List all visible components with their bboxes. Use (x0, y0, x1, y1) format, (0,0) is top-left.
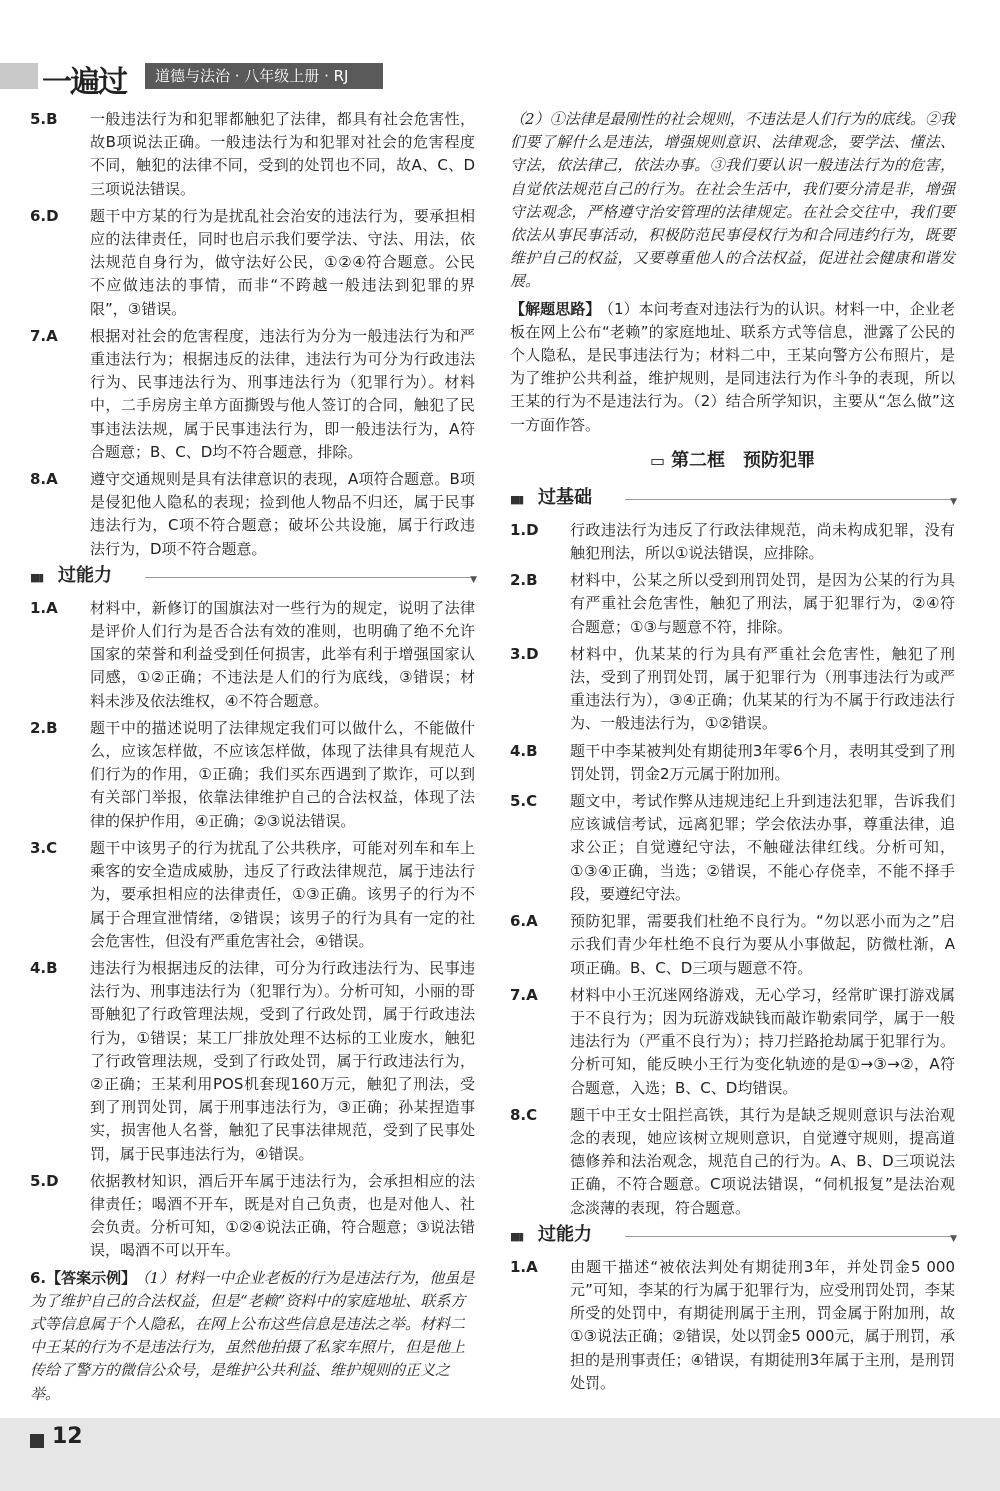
answer-number: 6.D (30, 206, 59, 225)
answer-item (30, 837, 475, 953)
answer-text: 题干中的描述说明了法律规定我们可以做什么，不能做什么，应该怎样做，不应该怎样做，体现了法律具有规范人们行为的作用，①正确；我们买东西遇到了欺诈，可以到有关部门举报，依靠法律维护自己的合法权益，体现了法律的保护作用，④正确；②③说法错误。 (90, 718, 475, 830)
answer-continuation: （2）①法律是最刚性的社会规则，不违法是人们行为的底线。②我们要了解什么是违法，增强规则意识、法律观念，要学法、懂法、守法，依法律己，依法办事。③我们要认识一般违法行为的危害，自觉依法规范自己的行为。在社会生活中，我们要分清是非，增强守法观念，严格遵守治安管理的法律规定。在社会交往中，我们要依法从事民事活动，积极防范民事侵权行为和合同违约行为，既要维护自己的权益，又要尊重他人的合法权益，促进社会健康和谐发展。 (510, 110, 955, 291)
answer-item (510, 569, 955, 639)
header-decor-bar (0, 63, 38, 89)
section-title: 过能力 (538, 1223, 592, 1245)
answer-number: 8.A (30, 470, 58, 489)
answer-number: 6.A (510, 912, 538, 931)
answer-number: 5.D (30, 1171, 59, 1190)
page-header (0, 55, 1000, 100)
answer-text: 依据教材知识，酒后开车属于违法行为，会承担相应的法律责任；喝酒不开车，既是对自己负责，也是对他人、社会负责。分析可知，①②④说法正确，符合题意；③说法错误，喝酒不可以开车。 (90, 1171, 475, 1260)
section-bar-icon: ▮▮▮ (30, 570, 43, 584)
section-header-ability-2 (510, 1224, 955, 1248)
answer-number: 8.C (510, 1105, 538, 1124)
answer-item (510, 910, 955, 980)
thinking-text: （1）本问考查对违法行为的认识。材料一中，企业老板在网上公布“老赖”的家庭地址、联系方式等信息，泄露了公民的个人隐私，是民事违法行为；材料二中，王某向警方公布照片，是为了维护公共利益，维护规则，是同违法行为作斗争的表现，所以王某的行为不是违法行为。（2）结合所学知识，主要从“怎么做”这一方面作答。 (510, 299, 955, 434)
page-footer (0, 1418, 1000, 1491)
answer-text: 题文中，考试作弊从违规违纪上升到违法犯罪，告诉我们应该诚信考试，远离犯罪；学会依法办事，尊重法律，追求公正；自觉遵纪守法，不触碰法律红线。分析可知，①③④正确，当选；②错误，不能心存侥幸，不能不择手段，要遵纪守法。 (570, 792, 955, 903)
frame-title (510, 449, 955, 473)
answer-number: 1.A (510, 1257, 538, 1276)
section-bar-icon: ▮▮▮ (510, 1229, 523, 1243)
answer-item (30, 1267, 475, 1406)
answer-item (510, 519, 955, 565)
answer-text: 遵守交通规则是具有法律意识的表现，A项符合题意。B项是侵犯他人隐私的表现；捡到他人物品不归还，属于民事违法行为，C项不符合题意；破坏公共设施，属于行政违法行为，D项不符合题意。 (90, 470, 475, 558)
answer-text: 违法行为根据违反的法律，可分为行政违法行为、民事违法行为、刑事违法行为（犯罪行为）。分析可知，小丽的哥哥触犯了行政管理法规，受到了行政处罚，属于行政违法行为，①错误；某工厂排放处理不达标的工业废水，触犯了行政管理法规，受到了行政处罚，属于行政违法行为，②正确；王某利用POS机套现160万元，触犯了刑法，受到了刑罚处罚，属于刑事违法行为，③正确；孙某捏造事实，损害他人名誉，触犯了民事法律规范，受到了民事处罚，属于民事违法行为，④错误。 (90, 958, 475, 1163)
section-divider (145, 577, 475, 578)
answer-number: 4.B (510, 741, 538, 760)
answer-item (30, 717, 475, 833)
answer-number: 7.A (30, 326, 58, 345)
answer-text: 预防犯罪，需要我们杜绝不良行为。“勿以恶小而为之”启示我们青少年杜绝不良行为要从小事做起，防微杜渐，A项正确。B、C、D三项与题意不符。 (570, 912, 955, 977)
answers-group-b (30, 597, 475, 1263)
answer-text: 题干中王女士阻拦高铁，其行为是缺乏规则意识与法治观念的表现，她应该树立规则意识，自觉遵守规则，提高道德修养和法治观念，规范自己的行为。A、B、D三项说法正确，不符合题意。C项说法错误，“伺机报复”是法治观念淡薄的表现，符合题意。 (570, 1105, 955, 1217)
section-arrow-icon: ▼ (950, 1233, 957, 1244)
answer-text: 题干中方某的行为是扰乱社会治安的违法行为，要承担相应的法律责任，同时也启示我们要学法、守法、用法，依法规范自身行为，做守法好公民，①②④符合题意。公民不应做违法的事情，而非“不跨越一般违法到犯罪的界限”，③错误。 (90, 206, 475, 318)
frame-title-text: 第二框 预防犯罪 (671, 449, 816, 471)
answer-text: 由题干描述“被依法判处有期徒刑3年，并处罚金5 000元”可知，李某的行为属于犯罪行为，应受刑罚处罚，李某所受的处罚中，有期徒刑属于主刑，罚金属于附加刑，故①③说法正确；②错误，处以罚金5 000元，属于刑罚，承担的是刑事责任；④错误，有期徒刑3年属于主刑，是刑罚处罚。 (570, 1257, 955, 1392)
answer-item (510, 740, 955, 786)
answer-text: 根据对社会的危害程度，违法行为分为一般违法行为和严重违法行为；根据违反的法律，违法行为可分为行政违法行为、民事违法行为、刑事违法行为（犯罪行为）。材料中，二手房房主单方面撕毁与他人签订的合同，触犯了民事违法法规，属于民事违法行为，即一般违法行为，A符合题意；B、C、D均不符合题意，排除。 (90, 326, 475, 461)
answer-text: 材料中小王沉迷网络游戏，无心学习，经常旷课打游戏属于不良行为；因为玩游戏缺钱而敲诈勒索同学，属于一般违法行为（严重不良行为）；持刀拦路抢劫属于犯罪行为。分析可知，能反映小王行为变化轨迹的是①→③→②，A符合题意，入选；B、C、D均错误。 (570, 985, 955, 1097)
answer-item (30, 1170, 475, 1263)
section-arrow-icon: ▼ (950, 496, 957, 507)
section-header-ability-1 (30, 565, 475, 589)
answer-item (510, 790, 955, 906)
page-number: 12 (52, 1424, 83, 1449)
solution-thinking (510, 298, 955, 437)
box-icon: ▭ (649, 450, 666, 470)
footer-square-icon (30, 1434, 44, 1448)
section-divider (625, 1236, 955, 1237)
answer-item (30, 597, 475, 713)
answer-number: 5.B (30, 110, 58, 128)
answer-number: 2.B (30, 718, 58, 737)
answer-number: 7.A (510, 985, 538, 1004)
answer-text: 材料中，仇某某的行为具有严重社会危害性，触犯了刑法，受到了刑罚处罚，属于犯罪行为（刑事违法行为或严重违法行为），③④正确；仇某某的行为不属于行政违法行为、一般违法行为，①②错误。 (570, 644, 955, 733)
brand-logo: 一遍过 (42, 65, 126, 100)
answer-number: 3.D (510, 644, 539, 663)
section-title: 过基础 (538, 486, 592, 508)
book-subtitle: 道德与法治 · 八年级上册 · RJ (145, 63, 383, 89)
answer-number: 6. (30, 1268, 47, 1287)
thinking-tag: 【解题思路】 (510, 299, 601, 318)
answer-item (510, 643, 955, 736)
answer-number: 1.D (510, 520, 539, 539)
answer-text: 行政违法行为违反了行政法律规范，尚未构成犯罪，没有触犯刑法，所以①说法错误，应排除。 (570, 520, 955, 563)
answer-text: 题干中李某被判处有期徒刑3年零6个月，表明其受到了刑罚处罚，罚金2万元属于附加刑。 (570, 741, 955, 783)
right-column (510, 108, 955, 1399)
section-divider (625, 499, 955, 500)
answer-number: 4.B (30, 958, 58, 977)
answer-item (30, 957, 475, 1166)
answer-item (30, 205, 475, 321)
answer-number: 3.C (30, 838, 58, 857)
answer-item (30, 468, 475, 561)
answers-group-c (510, 519, 955, 1220)
answer-item (510, 984, 955, 1100)
answer-item (510, 1256, 955, 1395)
answers-group-d (510, 1256, 955, 1395)
answer-item (30, 108, 475, 201)
answer-text: （1）材料一中企业老板的行为是违法行为，他虽是为了维护自己的合法权益，但是“老赖”资料中的家庭地址、联系方式等信息属于个人隐私，在网上公布这些信息是违法之举。材料二中王某的行为不是违法行为，虽然他拍摄了私家车照片，但是他上传给了警方的微信公众号，是维护公共利益、维护规则的正义之举。 (30, 1268, 475, 1403)
section-bar-icon: ▮▮▮ (510, 492, 523, 506)
answers-group-a (30, 108, 475, 561)
section-title: 过能力 (58, 564, 112, 586)
answer-item (30, 325, 475, 464)
answer-number: 2.B (510, 571, 538, 590)
section-arrow-icon: ▼ (470, 574, 477, 585)
answer-text: 材料中，新修订的国旗法对一些行为的规定，说明了法律是评价人们行为是否合法有效的准则，也明确了绝不允许国家的荣誉和利益受到任何损害，此举有利于增强国家认同感，①②正确；不违法是人们的行为底线，③错误；材料未涉及依法维权，④不符合题意。 (90, 598, 475, 710)
answer-number: 5.C (510, 792, 538, 811)
answer-text: 一般违法行为和犯罪都触犯了法律，都具有社会危害性，故B项说法正确。一般违法行为和犯罪对社会的危害程度不同，触犯的法律不同，受到的处罚也不同，故A、C、D三项说法错误。 (90, 110, 475, 198)
answer-text: 题干中该男子的行为扰乱了公共秩序，可能对列车和车上乘客的安全造成威胁，违反了行政法律规范，属于违法行为，要承担相应的法律责任，①③正确。该男子的行为不属于合理宣泄情绪，②错误；该男子的行为具有一定的社会危害性，但没有严重危害社会，④错误。 (90, 838, 475, 950)
section-header-basics (510, 487, 955, 511)
answer-number: 1.A (30, 598, 58, 617)
answer-example-tag: 【答案示例】 (46, 1268, 137, 1287)
answer-text: 材料中，公某之所以受到刑罚处罚，是因为公某的行为具有严重社会危害性，触犯了刑法，属于犯罪行为，②④符合题意；①③与题意不符，排除。 (570, 571, 955, 636)
answer-item (510, 1104, 955, 1220)
left-column (30, 108, 475, 1410)
